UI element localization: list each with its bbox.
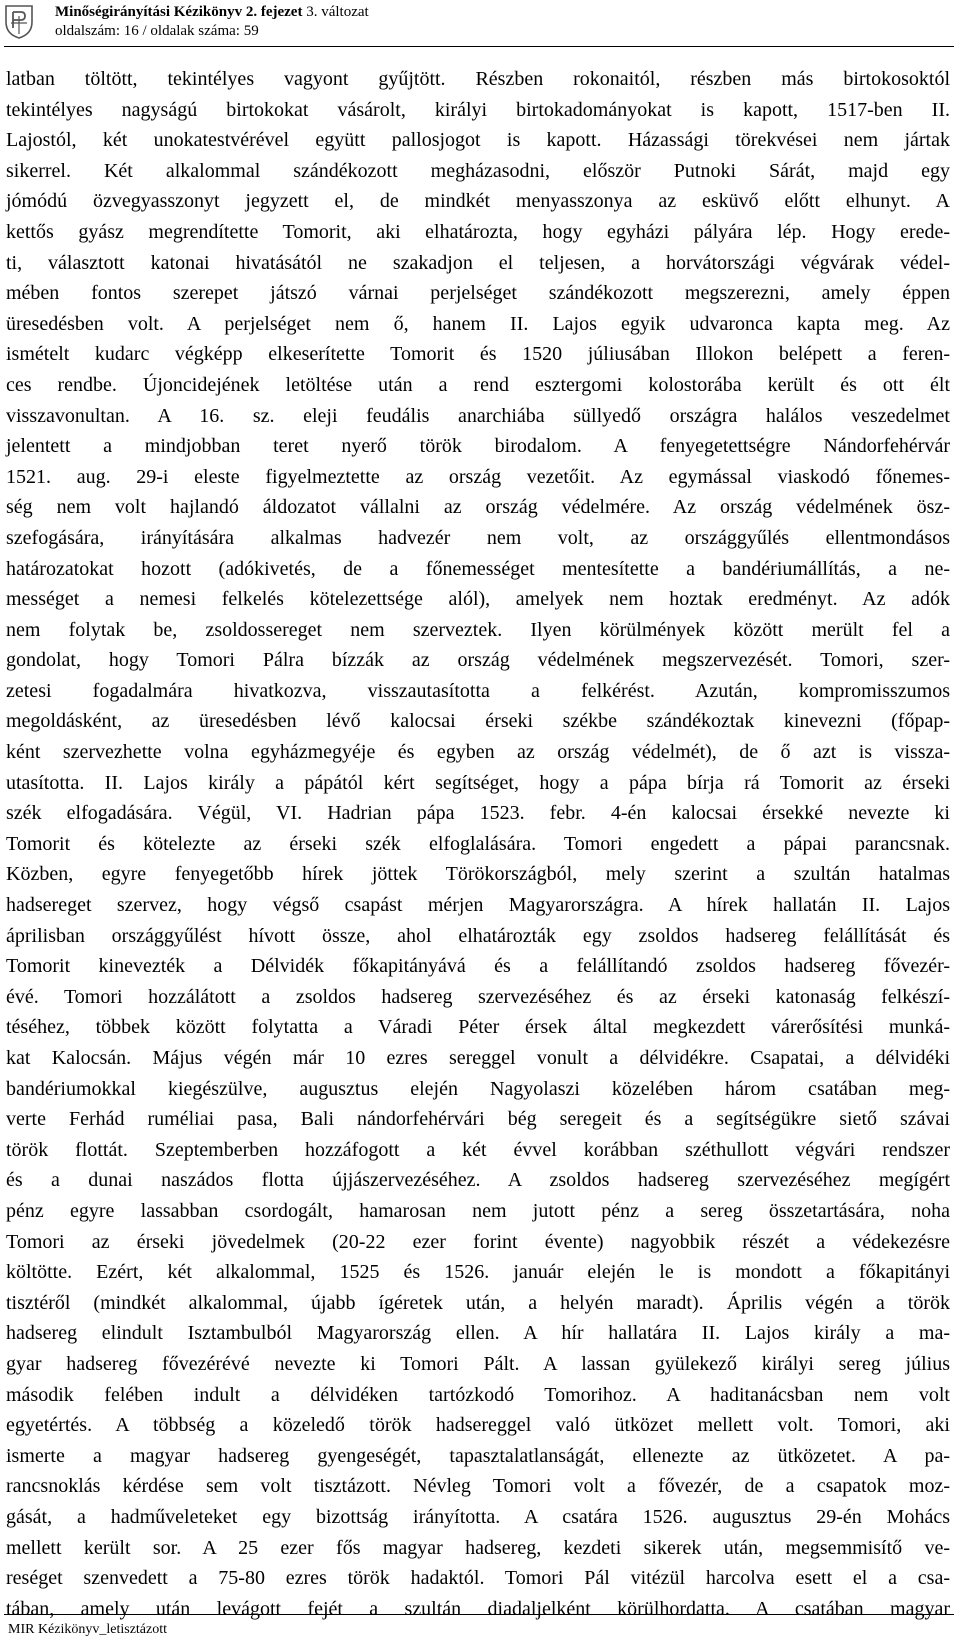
text-line: 1521. aug. 29-i eleste figyelmeztette az ország vezetőit. Az egymással viaskodó főnemes- (6, 465, 950, 488)
text-line: egyetértés. A többség a közeledő török hadsereggel való ütközet mellett volt. Tomori, aki (6, 1414, 950, 1437)
text-line: ces rendbe. Újoncidejének letöltése után a rend esztergomi kolostorába került és ott élt (6, 373, 950, 396)
text-line: és a dunai naszádos flotta újjászervezéséhez. A zsoldos hadsereg szervezéséhez megígért (6, 1169, 950, 1192)
document-title-main: Minőségirányítási Kézikönyv 2. fejezet (55, 4, 303, 20)
text-line: üresedésben volt. A perjelséget nem ő, hanem II. Lajos egyik udvaronca kapta meg. Az (6, 312, 950, 335)
text-line: Tomori az érseki jövedelmek (20-22 ezer forint évente) nagyobbik részét a védekezésre (6, 1230, 950, 1253)
text-line: pénz egyre lassabban csordogált, hamarosan nem jutott pénz a sereg összetartására, noha (6, 1199, 950, 1222)
text-line: Tomorit kinevezték a Délvidék főkapitányává és a felállítandó zsoldos hadsereg fővezér- (6, 955, 950, 978)
text-line: ség nem volt hajlandó áldozatot vállalni az ország védelmére. Az ország védelmének ösz- (6, 496, 950, 519)
text-line: sikerrel. Két alkalommal szándékozott megházasodni, először Putnoki Sárát, majd egy (6, 159, 950, 182)
text-line: szefogására, irányítására alkalmas hadvezér nem volt, az országgyűlés ellentmondásos (6, 526, 950, 549)
text-line: ismételt kudarc végképp elkeserítette Tomorit és 1520 júliusában Illokon belépett a feren- (6, 343, 950, 366)
text-line: gondolat, hogy Tomori Pálra bízzák az ország védelmének megszervezését. Tomori, szer- (6, 649, 950, 672)
text-line: megoldásként, az üresedésben lévő kalocsai érseki székbe szándékoztak kinevezni (főpap- (6, 710, 950, 733)
text-line: téséhez, többek között folytatta a Váradi Péter érsek által megkezdett várerősítési munká- (6, 1016, 950, 1039)
text-line: évé. Tomori hozzálátott a zsoldos hadsereg szervezéséhez és az érseki katonaság felkészí- (6, 985, 950, 1008)
text-line: második felében indult a délvidéken tartózkodó Tomorihoz. A haditanácsban nem volt (6, 1383, 950, 1406)
text-line: török flottát. Szeptemberben hozzáfogott a két évvel korábban széthullott végvári rendszer (6, 1138, 950, 1161)
text-line: utasította. II. Lajos király a pápától kért segítséget, hogy a pápa bírja rá Tomorit az érseki (6, 771, 950, 794)
text-line: Tomorit és kötelezte az érseki szék elfoglalására. Tomori engedett a pápai parancsnak. (6, 832, 950, 855)
text-line: áprilisban országgyűlést hívott össze, ahol elhatározták egy zsoldos hadsereg felállítását és (6, 924, 950, 947)
page-header (0, 0, 960, 44)
footer-divider (4, 1614, 954, 1615)
text-line: tisztéről (mindkét alkalommal, újabb ígéretek után, a helyén maradt). Április végén a török (6, 1291, 950, 1314)
text-line: nem folytak be, zsoldossereget nem szerveztek. Ilyen körülmények között merült fel a (6, 618, 950, 641)
text-line: bandériumokkal kiegészülve, augusztus elején Nagyolaszi közelében három csatában meg- (6, 1077, 950, 1100)
text-line: tekintélyes nagyságú birtokokat vásárolt, királyi birtokadományokat is kapott, 1517-ben II. (6, 98, 950, 121)
text-line: jelentett a mindjobban teret nyerő török birodalom. A fenyegetettségre Nándorfehérvár (6, 435, 950, 458)
document-title (55, 3, 369, 21)
page-number-info: oldalszám: 16 / oldalak száma: 59 (55, 23, 259, 39)
text-line: szék elfogadására. Végül, VI. Hadrian pápa 1523. febr. 4-én kalocsai érsekké nevezte ki (6, 802, 950, 825)
text-line: verte Ferhád ruméliai pasa, Bali nándorfehérvári bég seregeit és a segítségükre siető szávai (6, 1108, 950, 1131)
text-line: mességet a nemesi felkelés kötelezettsége alól), amelyek nem hoztak eredményt. Az adók (6, 588, 950, 611)
text-line: ként szervezhette volna egyházmegyéje és egyben az ország védelmét), de ő azt is vissza- (6, 741, 950, 764)
text-line: reséget szenvedett a 75-80 ezres török hadaktól. Tomori Pál vitézül harcolva esett el a csa- (6, 1567, 950, 1590)
text-line: tában, amely után levágott fejét a szultán diadaljelként körülhordatta. A csatában magyar (6, 1597, 950, 1620)
text-line: gyar hadsereg fővezérévé nevezte ki Tomori Pált. A lassan gyülekező királyi sereg július (6, 1352, 950, 1375)
text-line: hadsereget szervez, hogy végső csapást mérjen Magyarországra. A hírek hallatán II. Lajos (6, 894, 950, 917)
text-line: ismerte a magyar hadsereg gyengeségét, tapasztalatlanságát, ellenezte az ütközetet. A pa- (6, 1444, 950, 1467)
text-line: költötte. Ezért, két alkalommal, 1525 és 1526. január elején le is mondott a főkapitányi (6, 1261, 950, 1284)
text-line: mellett került sor. A 25 ezer fős magyar hadsereg, kezdeti sikerek után, megsemmisítő ve- (6, 1536, 950, 1559)
text-line: jómódú özvegyasszonyt jegyzett el, de mindkét menyasszonya az esküvő előtt elhunyt. A (6, 190, 950, 213)
text-line: ti, választott katonai hivatásától ne szakadjon el teljesen, a horvátországi végvárak védel- (6, 251, 950, 274)
text-line: kat Kalocsán. Május végén már 10 ezres sereggel vonult a délvidékre. Csapatai, a délvidéki (6, 1047, 950, 1069)
document-version: 3. változat (306, 4, 369, 20)
text-line: kettős gyász megrendítette Tomorit, aki elhatározta, hogy egyházi pályára lép. Hogy erede- (6, 220, 950, 243)
footer-text: MIR Kézikönyv_letisztázott (8, 1622, 168, 1637)
text-line: rancsnoklás kérdése sem volt tisztázott. Névleg Tomori volt a fővezér, de a csapatok moz- (6, 1475, 950, 1498)
text-line: hadsereg elindult Isztambulból Magyarország ellen. A hír hallatára II. Lajos király a ma- (6, 1322, 950, 1345)
body-text (6, 64, 950, 1624)
text-line: visszavonultan. A 16. sz. eleji feudális anarchiába süllyedő országra halálos veszedelmet (6, 404, 950, 427)
text-line: zetesi fogadalmára hivatkozva, visszautasította a felkérést. Azután, kompromisszumos (6, 679, 950, 702)
text-line: határozatokat hozott (adókivetés, de a főnemességet mentesítette a bandériumállítás, a ne- (6, 557, 950, 580)
text-line: latban töltött, tekintélyes vagyont gyűjtött. Részben rokonaitól, részben más birtokosoktól (6, 68, 950, 90)
text-line: gását, a hadműveleteket egy bizottság irányította. A csatára 1526. augusztus 29-én Mohács (6, 1505, 950, 1528)
text-line: Közben, egyre fenyegetőbb hírek jöttek Törökországból, mely szerint a szultán hatalmas (6, 863, 950, 886)
header-divider (4, 46, 954, 47)
text-line: mében fontos szerepet játszó várnai perjelséget szándékozott megszerezni, amely éppen (6, 282, 950, 305)
coat-of-arms-icon (4, 4, 34, 40)
text-line: Lajostól, két unokatestvérével együtt pallosjogot is kapott. Házassági törekvései nem jártak (6, 129, 950, 152)
